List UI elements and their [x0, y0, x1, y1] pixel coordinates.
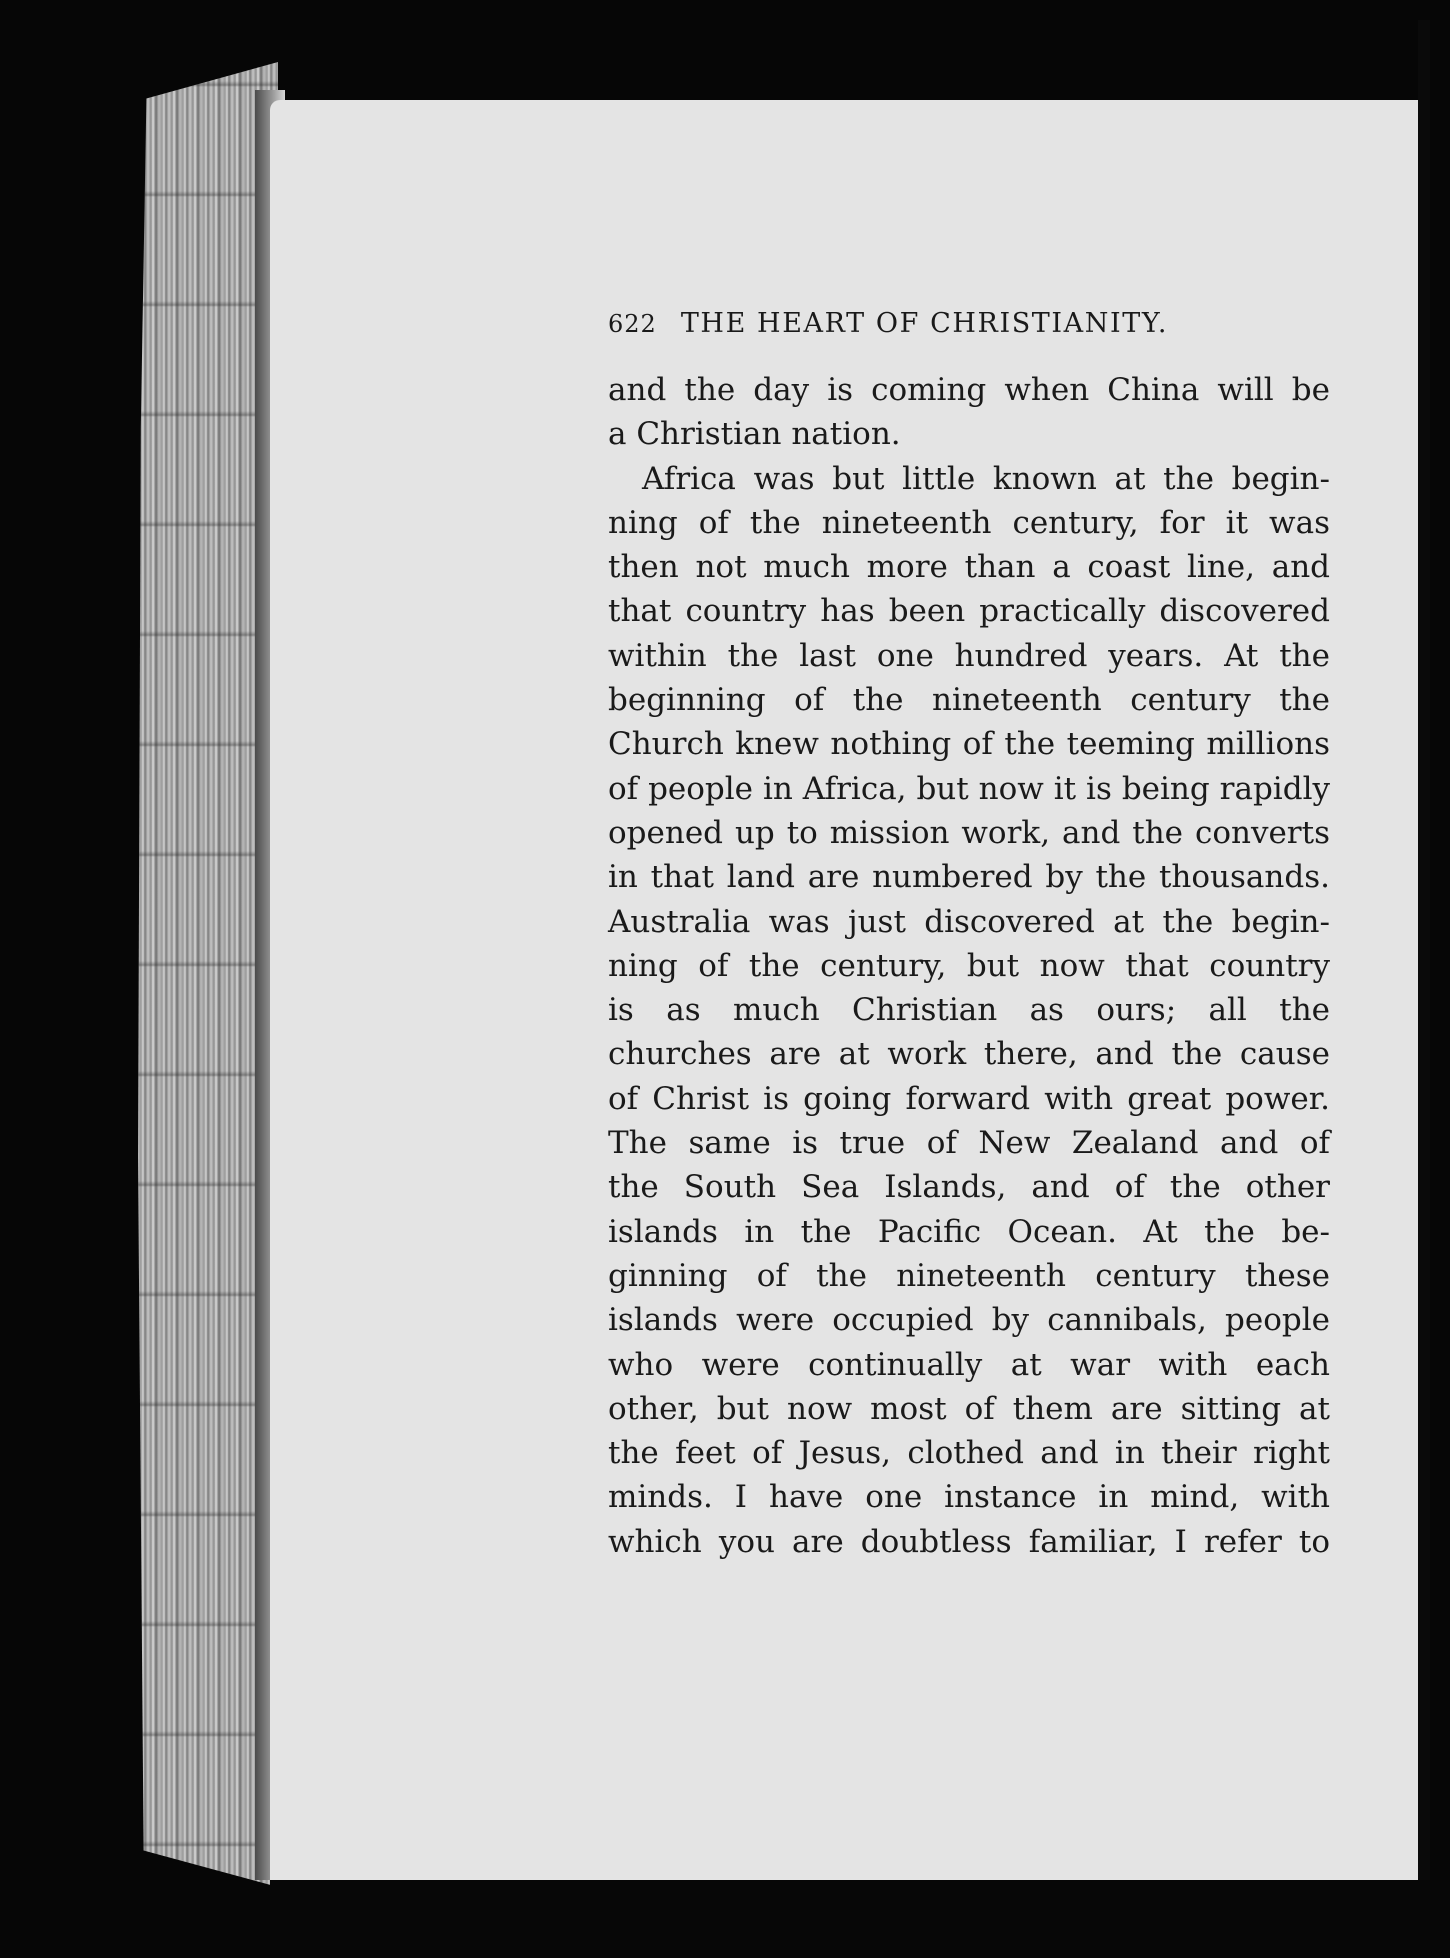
text-line: Australia was just discovered at the begin-	[608, 903, 1330, 940]
text-line: the South Sea Islands, and of the other	[608, 1169, 1330, 1206]
text-line: of Christ is going forward with great power.	[608, 1080, 1330, 1117]
text-line: the feet of Jesus, clothed and in their right	[608, 1435, 1330, 1472]
page-bottom-border	[270, 1880, 1450, 1958]
text-line: ning of the century, but now that country	[608, 947, 1330, 984]
running-head-title: THE HEART OF CHRISTIANITY.	[680, 308, 1169, 339]
text-line: that country has been practically discovered	[608, 593, 1330, 630]
page-right-border	[1418, 20, 1430, 1920]
text-line: The same is true of New Zealand and of	[608, 1125, 1330, 1162]
text-line: beginning of the nineteenth century the	[608, 682, 1330, 719]
text-line: a Christian nation.	[608, 416, 901, 453]
text-line: ginning of the nineteenth century these	[608, 1257, 1330, 1294]
text-line: islands in the Pacific Ocean. At the be-	[608, 1213, 1330, 1250]
text-line: then not much more than a coast line, and	[608, 549, 1330, 586]
page-number: 622	[608, 310, 657, 338]
text-line: ning of the nineteenth century, for it was	[608, 504, 1330, 541]
text-line: in that land are numbered by the thousands.	[608, 859, 1330, 896]
text-line: opened up to mission work, and the converts	[608, 814, 1330, 851]
text-line: of people in Africa, but now it is being rapidly	[608, 770, 1330, 807]
text-line: Church knew nothing of the teeming millions	[608, 726, 1330, 763]
running-head	[608, 308, 1348, 348]
text-line: and the day is coming when China will be	[608, 372, 1330, 408]
text-line: islands were occupied by cannibals, people	[608, 1302, 1330, 1339]
text-line: within the last one hundred years. At the	[608, 637, 1330, 674]
text-line: who were continually at war with each	[608, 1346, 1330, 1383]
page-text-block	[608, 308, 1348, 1564]
text-line: minds. I have one instance in mind, with	[608, 1479, 1330, 1516]
body-text	[608, 368, 1348, 1564]
text-line: churches are at work there, and the cause	[608, 1036, 1330, 1073]
text-line: which you are doubtless familiar, I refer to	[608, 1523, 1330, 1560]
text-line: Africa was but little known at the begin-	[642, 460, 1330, 497]
text-line: other, but now most of them are sitting at	[608, 1390, 1330, 1427]
text-line: is as much Christian as ours; all the	[608, 992, 1330, 1029]
